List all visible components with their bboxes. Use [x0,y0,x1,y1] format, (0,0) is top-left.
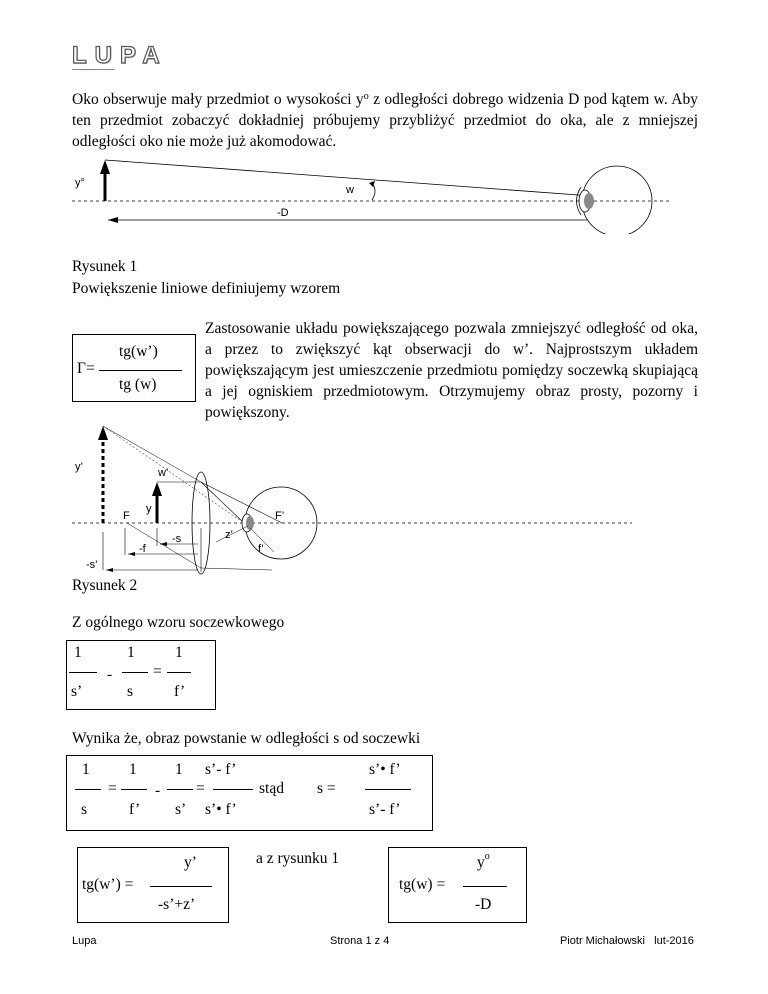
fig2-label-F-prime: F’ [275,510,285,522]
r-den-4: s’• f’ [205,801,237,818]
result-formula-box [66,755,433,831]
r-eq-1: = [108,780,117,797]
r-den-5: s’- f’ [369,801,401,818]
tg-left-den: -s’+z’ [158,896,196,913]
r-bar-4 [213,789,253,790]
r-bar-5 [365,789,411,790]
gamma-symbol: Γ= [77,360,95,377]
lf-bar-2 [122,672,148,673]
intro-sup: o [363,91,369,102]
tg-left-bar [150,886,212,887]
fig2-label-F: F [123,510,130,522]
lf-minus: - [107,666,113,683]
fig2-label-z-prime: z’ [225,529,233,541]
tg-w-prime-box [77,847,229,923]
lf-bar-1 [69,672,97,673]
r-num-5: s’• f’ [369,761,401,778]
figure-2 [72,420,672,582]
lf-equals: = [153,663,162,680]
result-heading: Wynika że, obraz powstanie w odległości s od soczewki [72,730,421,747]
fig1-label-y: y° [75,177,85,189]
fig1-eye-pupil [584,193,594,209]
r-num-4: s’- f’ [205,761,237,778]
page-title: LUPA [72,42,168,69]
r-bar-2 [121,789,147,790]
lf-num-2: 1 [127,644,135,661]
tg-right-bar [463,886,507,887]
fig1-distance-arrowhead [108,217,118,223]
tg-right-lhs: tg(w) = [399,876,446,893]
gamma-numerator: tg(w’) [119,343,158,360]
fig2-label-y-prime: y’ [75,461,83,473]
r-s-eq: s = [317,780,336,797]
fig1-label-d: -D [277,207,289,219]
footer-center: Strona 1 z 4 [330,935,390,947]
fig2-label-f: -f [139,543,146,555]
lf-bar-3 [167,672,191,673]
fig1-caption: Rysunek 1 [72,258,138,275]
r-minus: - [155,782,161,799]
tg-right-sup: o [484,851,490,862]
r-num-1: 1 [82,761,90,778]
r-den-1: s [81,801,88,818]
fig2-label-s: -s [172,533,182,545]
magnification-heading: Powiększenie liniowe definiujemy wzorem [72,280,341,297]
r-stad: stąd [259,780,284,797]
r-bar-3 [167,789,193,790]
r-den-3: s’ [175,801,187,818]
fig2-label-w-prime: w’ [158,467,169,479]
figure-1 [72,156,672,234]
lens-formula-heading: Z ogólnego wzoru soczewkowego [72,614,285,631]
tg-right-num-text: y [477,854,485,871]
footer-left: Lupa [72,935,97,947]
intro-paragraph [72,89,698,152]
r-den-2: f’ [129,801,141,818]
fig2-label-s-prime: -s’ [86,559,98,571]
lf-num-1: 1 [74,644,82,661]
fig2-caption: Rysunek 2 [72,577,138,594]
fig2-ray-virtual [103,426,244,523]
fig2-ray-top [103,426,201,482]
gamma-formula-box [72,334,196,402]
fig1-label-w: w [346,184,354,196]
fig1-object-arrowhead [100,160,110,174]
gamma-fraction-bar [99,370,182,371]
gamma-denominator: tg (w) [119,376,157,393]
fig2-eye-pupil [246,516,254,530]
lf-den-1: s’ [71,683,83,700]
r-num-2: 1 [129,761,137,778]
fig2-ray-eye [201,482,244,523]
intro-text-2: z odległości dobrego widzenia D pod kątem w. Aby ten przedmiot zobaczyć dokładniej próbujemy przybliżyć przedmiot do oka, ale z mniejszej odległości oko nie może już akomodować. [72,91,698,150]
fig2-label-f-prime: f’ [258,543,264,555]
title-underline: ˜˜˜˜˜˜˜˜˜˜˜˜˜˜˜˜˜˜˜˜˜˜˜˜˜ [72,68,114,77]
intro-text-1: Oko obserwuje mały przedmiot o wysokości y [72,91,364,108]
lens-formula-box [66,640,216,710]
r-bar-1 [75,789,101,790]
tg-right-num [477,851,490,872]
footer-right: Piotr Michałowski lut-2016 [560,935,694,947]
fig2-ray-low2 [201,568,272,570]
tg-middle-text: a z rysunku 1 [256,850,340,867]
tg-right-den: -D [475,896,492,913]
fig2-label-y: y [146,503,152,515]
tg-left-lhs: tg(w’) = [82,876,134,893]
r-num-3: 1 [175,761,183,778]
magnification-paragraph: Zastosowanie układu powiększającego pozwala zmniejszyć odległość od oka, a przez to zwiększyć kąt obserwacji do w’. Najprostszym układem powiększającym jest umieszczenie przedmiotu pomiędzy soczewką skupiającą a jej ogniskiem przedmiotowym. Otrzymujemy obraz prosty, pozorny i powiększony. [205,320,698,421]
tg-left-num: y’ [184,854,197,871]
lf-den-2: s [127,683,134,700]
tg-w-box [388,847,527,923]
lf-den-3: f’ [174,683,186,700]
lf-num-3: 1 [175,644,183,661]
fig2-object-arrowhead [152,482,162,496]
fig2-ray-focus [201,482,285,523]
r-eq-2: = [196,780,205,797]
